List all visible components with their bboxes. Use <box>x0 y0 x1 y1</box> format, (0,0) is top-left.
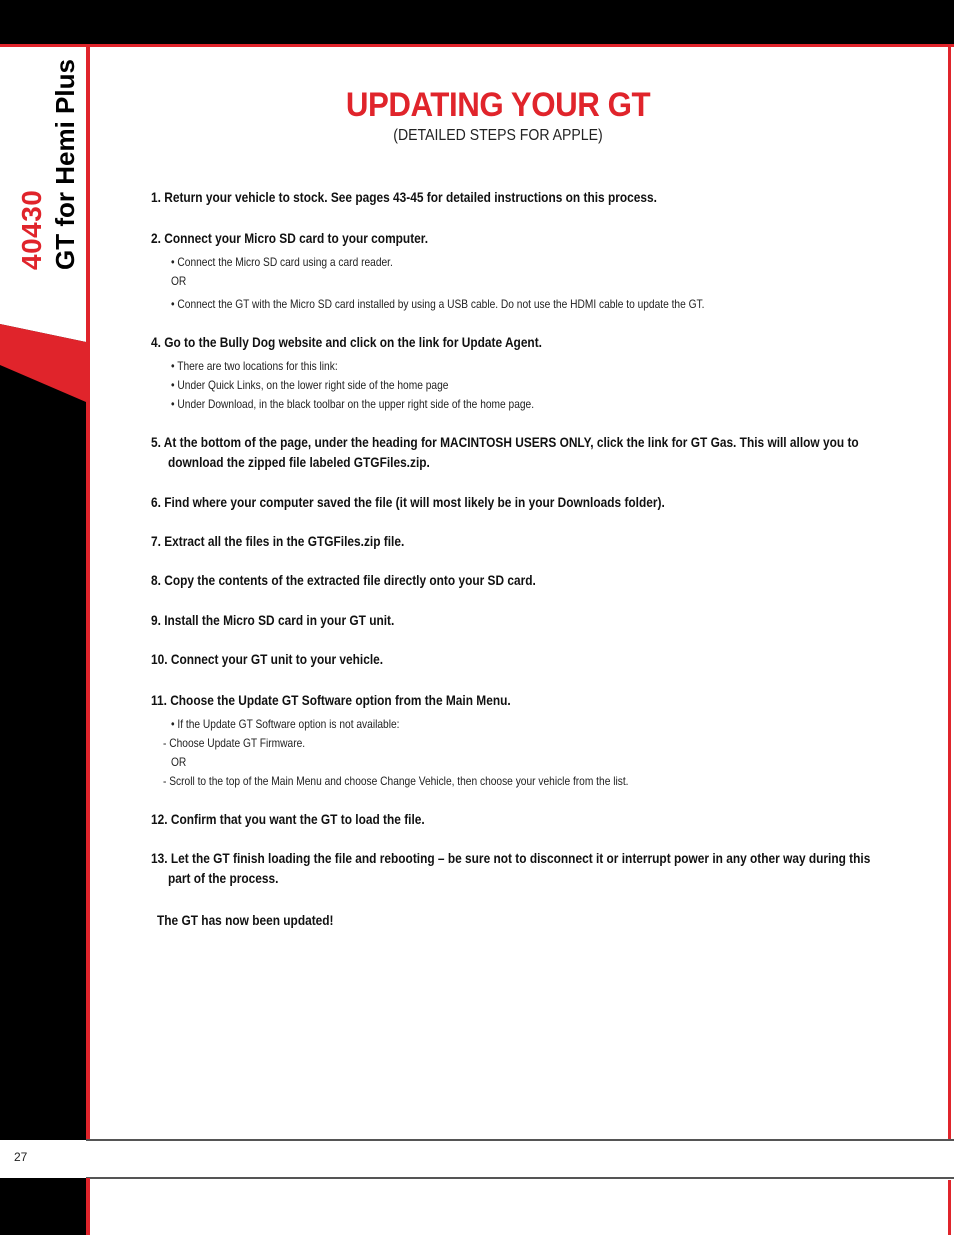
step-11-sub-or: OR <box>171 755 187 769</box>
step-4-sub-2: • Under Quick Links, on the lower right side of the home page <box>171 378 449 392</box>
top-black-bar <box>0 0 954 44</box>
step-13-line-2: part of the process. <box>168 870 279 886</box>
bottom-black-block <box>0 1178 86 1235</box>
step-7: 7. Extract all the files in the GTGFiles.zip file. <box>151 533 405 549</box>
step-5-line-1: 5. At the bottom of the page, under the heading for MACINTOSH USERS ONLY, click the link for GT Gas. This will allow you to <box>151 434 859 450</box>
page-title: UPDATING YOUR GT <box>345 86 651 124</box>
step-4-sub-3: • Under Download, in the black toolbar on the upper right side of the home page. <box>171 397 535 411</box>
step-10: 10. Connect your GT unit to your vehicle. <box>151 651 384 667</box>
step-8: 8. Copy the contents of the extracted file directly onto your SD card. <box>151 572 536 588</box>
page-subtitle: (DETAILED STEPS FOR APPLE) <box>393 127 603 144</box>
step-11-sub-1: • If the Update GT Software option is not available: <box>171 717 400 731</box>
right-red-border-lower <box>948 1180 951 1235</box>
step-6: 6. Find where your computer saved the file (it will most likely be in your Downloads folder). <box>151 494 665 510</box>
step-4-sub-1: • There are two locations for this link: <box>171 359 338 373</box>
page-number: 27 <box>14 1150 28 1164</box>
step-13-line-1: 13. Let the GT finish loading the file and rebooting – be sure not to disconnect it or interrupt power in any other way during this <box>151 850 871 866</box>
product-name: GT for Hemi Plus <box>50 59 80 270</box>
product-code: 40430 <box>16 189 47 270</box>
step-11: 11. Choose the Update GT Software option from the Main Menu. <box>151 692 511 708</box>
step-11-sub-2: - Choose Update GT Firmware. <box>163 736 306 750</box>
step-1: 1. Return your vehicle to stock. See pages 43-45 for detailed instructions on this process. <box>151 189 657 205</box>
step-2: 2. Connect your Micro SD card to your computer. <box>151 230 429 246</box>
footer-divider-lower <box>86 1177 954 1179</box>
bottom-red-stripe <box>86 1178 90 1235</box>
step-2-sub-or: OR <box>171 274 187 288</box>
step-2-sub-2: • Connect the GT with the Micro SD card installed by using a USB cable. Do not use the HDMI cable to update the GT. <box>171 297 705 311</box>
footer-divider <box>86 1139 954 1141</box>
step-5 <box>151 434 859 470</box>
step-12: 12. Confirm that you want the GT to load the file. <box>151 811 425 827</box>
closing-note: The GT has now been updated! <box>157 912 334 928</box>
step-11-sub-3: - Scroll to the top of the Main Menu and choose Change Vehicle, then choose your vehicle from the list. <box>163 774 629 788</box>
step-13 <box>151 850 870 886</box>
top-red-line <box>0 44 954 47</box>
step-5-line-2: download the zipped file labeled GTGFiles.zip. <box>168 454 430 470</box>
step-4: 4. Go to the Bully Dog website and click on the link for Update Agent. <box>151 334 542 350</box>
step-2-sub-1: • Connect the Micro SD card using a card reader. <box>171 255 393 269</box>
right-red-border <box>948 44 951 1141</box>
step-9: 9. Install the Micro SD card in your GT unit. <box>151 612 395 628</box>
